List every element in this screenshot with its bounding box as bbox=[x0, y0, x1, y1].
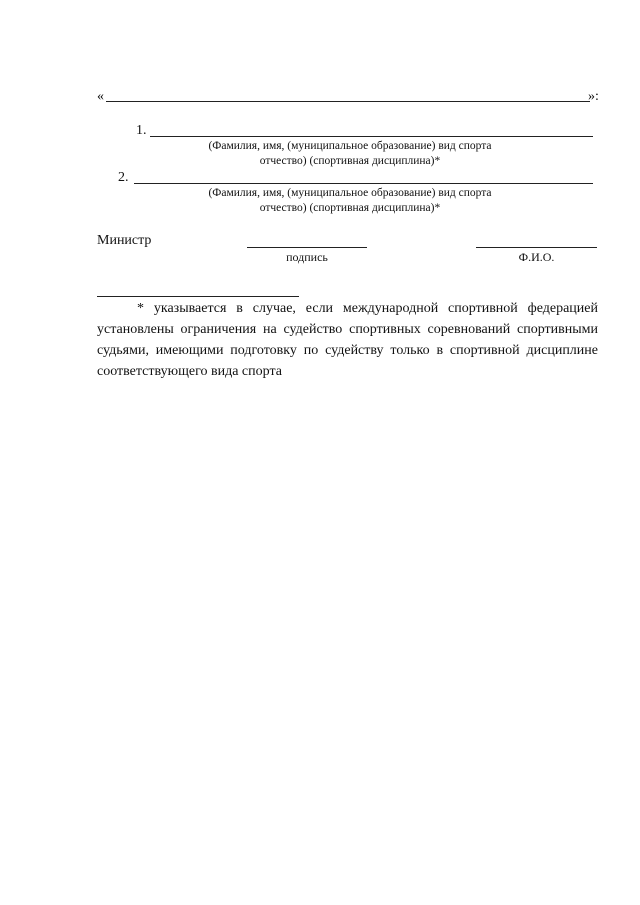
open-quote: « bbox=[97, 89, 104, 104]
signature-line bbox=[247, 247, 367, 248]
close-quote: »: bbox=[588, 89, 599, 104]
header-blank-line bbox=[106, 101, 590, 102]
entry-blank-line bbox=[134, 183, 593, 184]
entry-caption-line1: (Фамилия, имя, (муниципальное образование) вид спорта bbox=[208, 187, 492, 199]
name-line bbox=[476, 247, 597, 248]
entry-number: 2. bbox=[118, 170, 129, 185]
name-caption: Ф.И.О. bbox=[518, 250, 555, 264]
entry-blank-line bbox=[150, 136, 593, 137]
signature-caption: подпись bbox=[286, 250, 328, 264]
footnote-text: * указывается в случае, если международной спортивной федерацией установлены ограничения на судейство спортивных соревнований спортивными судьями, имеющими подготовку по судейству только в спортивной дисциплине соответствующего вида спорта bbox=[97, 301, 598, 379]
entry-caption-line2: отчество) (спортивная дисциплина)* bbox=[259, 202, 441, 214]
signatory-role: Министр bbox=[97, 233, 152, 248]
entry-caption-line2: отчество) (спортивная дисциплина)* bbox=[259, 155, 441, 167]
footnote-separator bbox=[97, 296, 299, 297]
entry-number: 1. bbox=[136, 123, 147, 138]
entry-caption-line1: (Фамилия, имя, (муниципальное образование) вид спорта bbox=[208, 140, 492, 152]
